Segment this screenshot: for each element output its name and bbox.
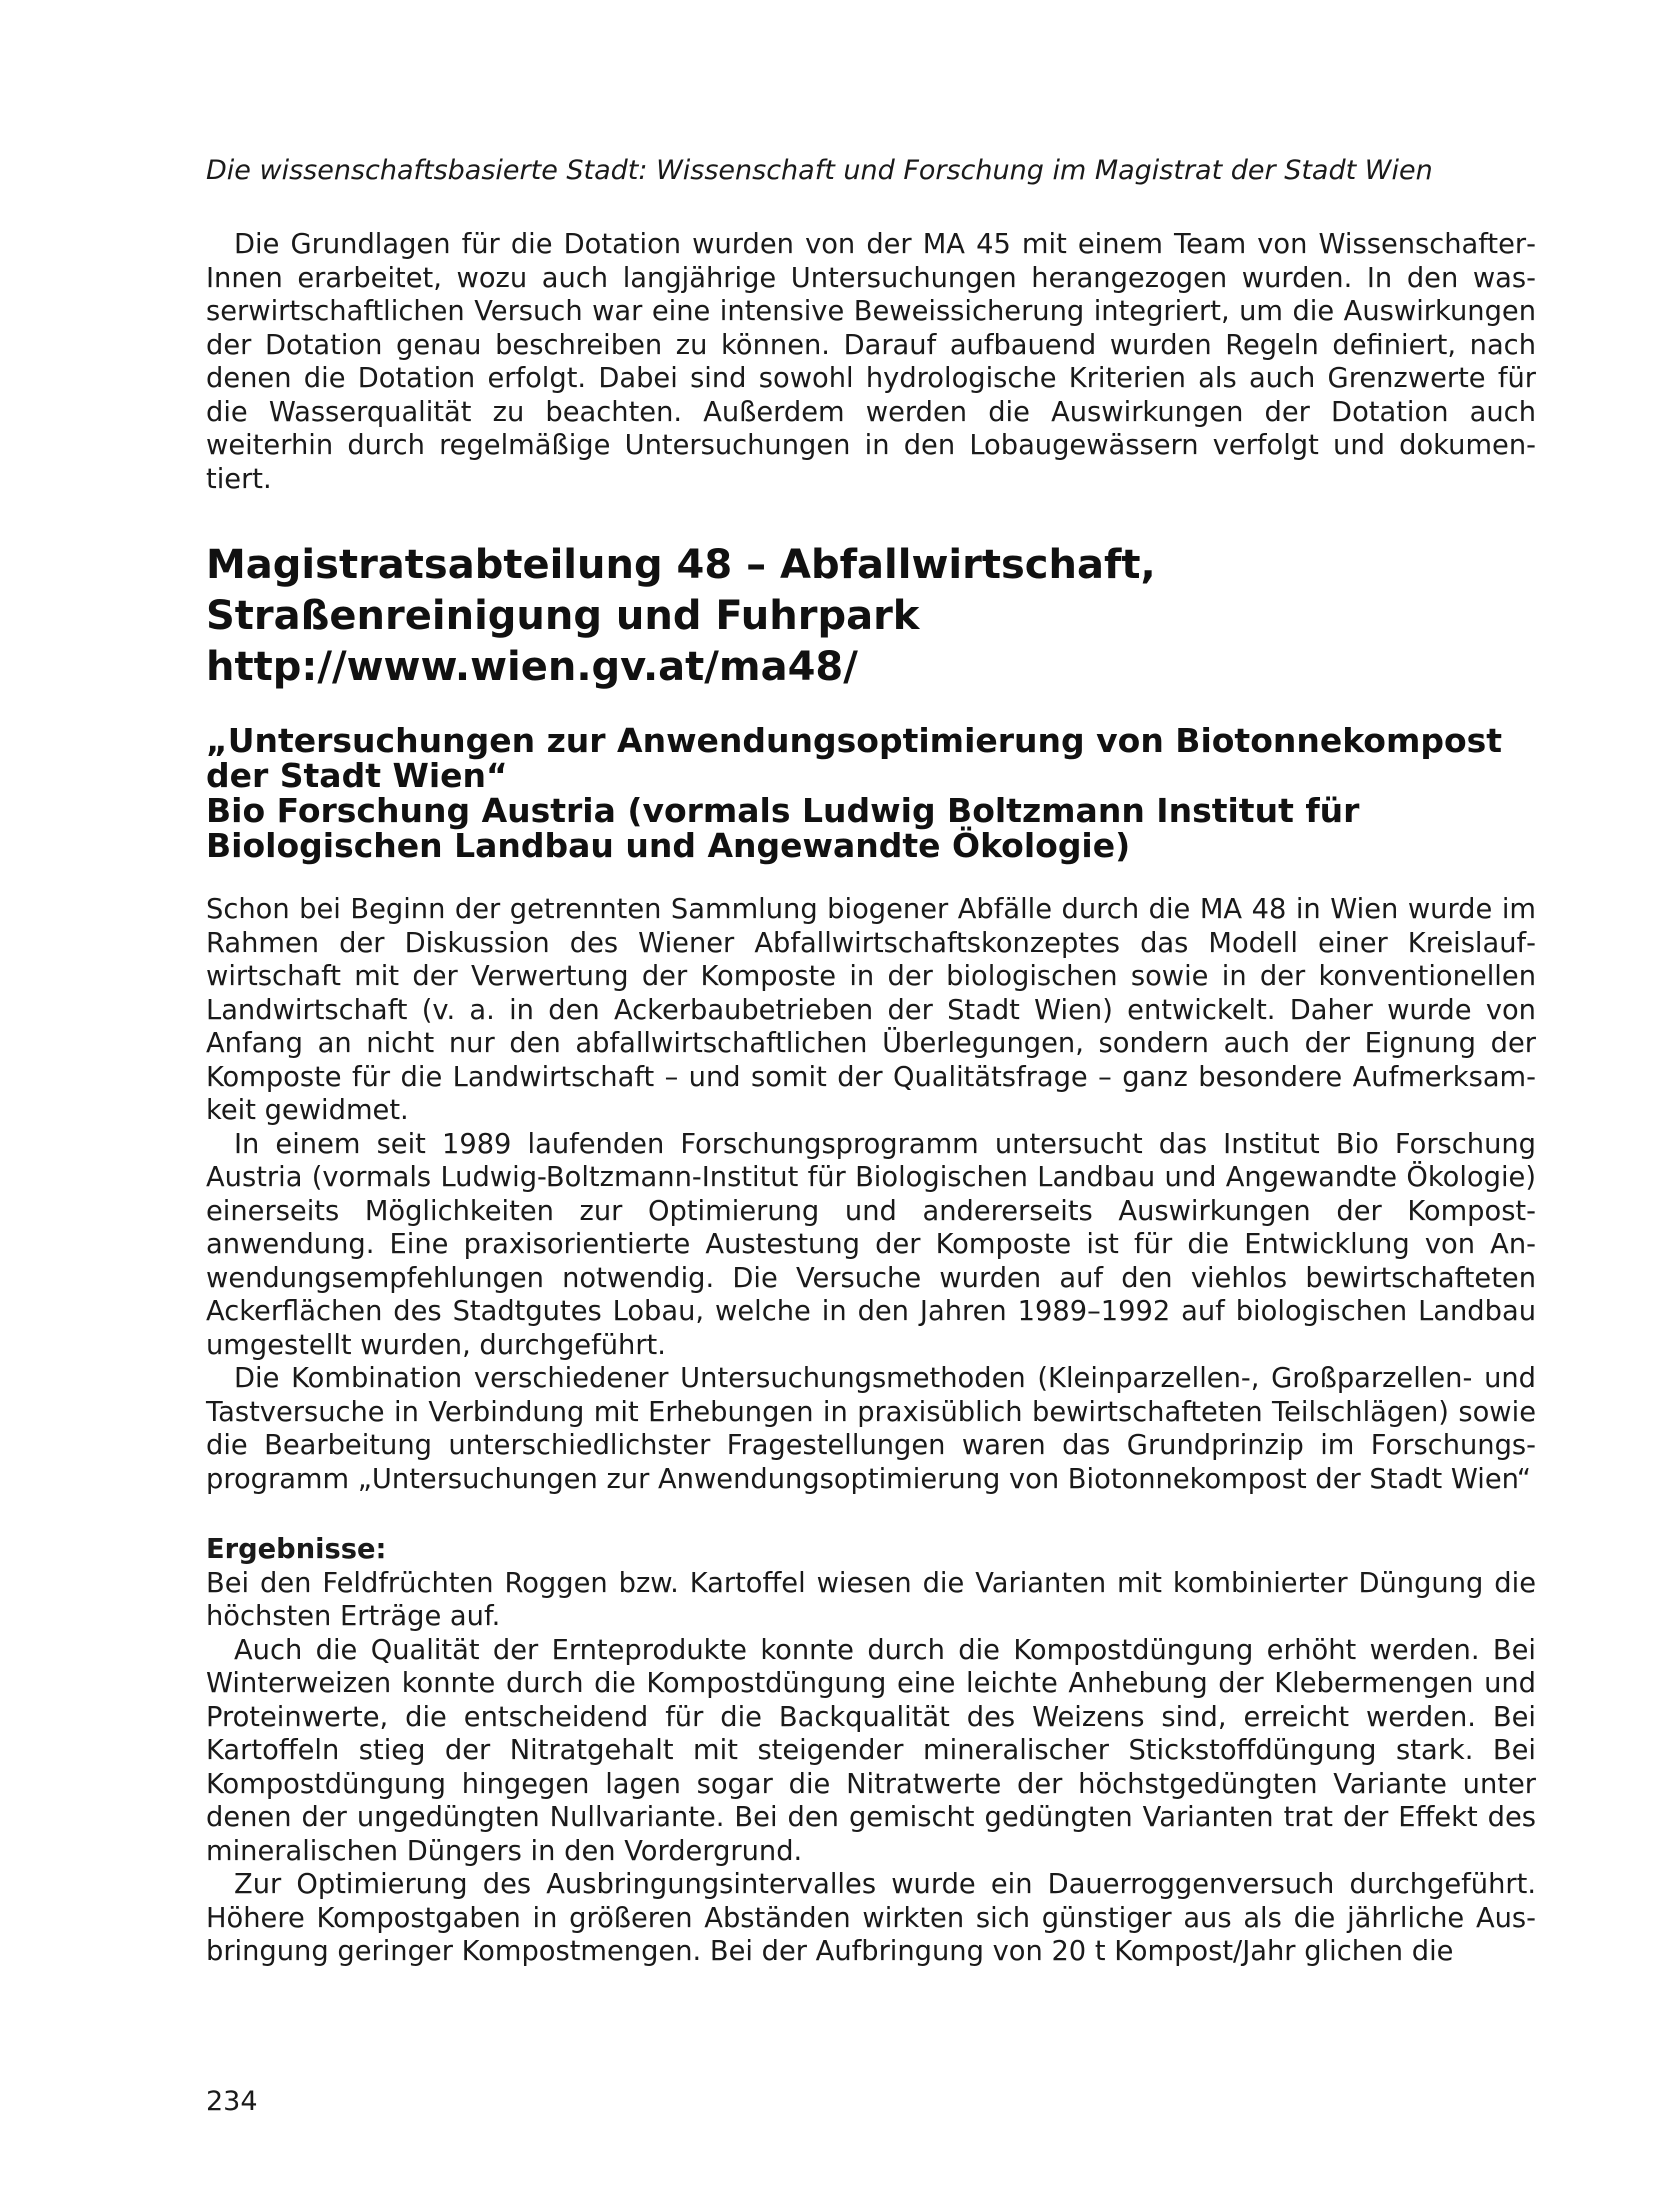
results-heading: Ergebnisse:	[206, 1534, 387, 1565]
body-paragraph-3: Die Kombination verschiedener Untersuchungsmethoden (Kleinparzellen-, Großparzellen- und Tastversuche in Verbindung mit Erhebungen in praxisüblich bewirtschafteten Teilschlägen) sowie die Bearbeitung unterschiedlichster Fragestellungen waren das Grundprinzip im Forschungsprogramm „Untersuchungen zur Anwendungsoptimierung von Biotonnekompost der Stadt Wien“	[206, 1363, 1536, 1495]
section-heading-line-2: Straßenreinigung und Fuhrpark	[206, 593, 920, 639]
running-header: Die wissenschaftsbasierte Stadt: Wissenschaft und Forschung im Magistrat der Stadt Wien	[206, 155, 1433, 186]
body-paragraph-2: In einem seit 1989 laufenden Forschungsprogramm untersucht das Institut Bio Forschung Austria (vormals Ludwig-Boltzmann-Institut für Biologischen Landbau und Angewandte Ökologie) einerseits Möglichkeiten zur Optimierung und andererseits Auswirkungen der Kompostanwendung. Eine praxisorientierte Austestung der Komposte ist für die Entwicklung von Anwendungsempfehlungen notwendig. Die Versuche wurden auf den viehlos bewirtschafteten Ackerflächen des Stadtgutes Lobau, welche in den Jahren 1989–1992 auf biologischen Landbau umgestellt wurden, durchgeführt.	[206, 1128, 1536, 1361]
project-title-line-2: der Stadt Wien“	[206, 756, 508, 795]
project-institute-line-2: Biologischen Landbau und Angewandte Ökologie)	[206, 826, 1131, 865]
section-url: http://www.wien.gv.at/ma48/	[206, 644, 858, 690]
page-number: 234	[206, 2086, 258, 2117]
results-paragraph-3: Zur Optimierung des Ausbringungsintervalles wurde ein Dauerroggenversuch durchgeführt. Höhere Kompostgaben in größeren Abständen wirkten sich günstiger aus als die jährliche Ausbringung geringer Kompostmengen. Bei der Aufbringung von 20 t Kompost/Jahr glichen die	[206, 1869, 1536, 1967]
project-heading	[206, 723, 1536, 863]
project-title-line-1: „Untersuchungen zur Anwendungsoptimierung von Biotonnekompost	[206, 721, 1503, 760]
results-paragraph-1: Bei den Feldfrüchten Roggen bzw. Kartoffel wiesen die Varianten mit kombinierter Düngung die höchsten Erträge auf.	[206, 1567, 1536, 1632]
results-section	[206, 1533, 1536, 1969]
intro-paragraph: Die Grundlagen für die Dotation wurden von der MA 45 mit einem Team von WissenschafterInnen erarbeitet, wozu auch langjährige Untersuchungen herangezogen wurden. In den wasserwirtschaftlichen Versuch war eine intensive Beweissicherung integriert, um die Auswirkungen der Dotation genau beschreiben zu können. Darauf aufbauend wurden Regeln definiert, nach denen die Dotation erfolgt. Dabei sind sowohl hydrologische Kriterien als auch Grenzwerte für die Wasserqualität zu beachten. Außerdem werden die Auswirkungen der Dotation auch weiterhin durch regelmäßige Untersuchungen in den Lobaugewässern verfolgt und dokumentiert.	[206, 229, 1536, 495]
project-body	[206, 893, 1536, 1496]
project-institute-line-1: Bio Forschung Austria (vormals Ludwig Boltzmann Institut für	[206, 791, 1360, 830]
section-heading	[206, 540, 1536, 693]
results-paragraph-2: Auch die Qualität der Ernteprodukte konnte durch die Kompostdüngung erhöht werden. Bei Winterweizen konnte durch die Kompostdüngung eine leichte Anhebung der Klebermengen und Proteinwerte, die entscheidend für die Backqualität des Weizens sind, erreicht werden. Bei Kartoffeln stieg der Nitratgehalt mit steigender mineralischer Stickstoffdüngung stark. Bei Kompostdüngung hingegen lagen sogar die Nitratwerte der höchstgedüngten Variante unter denen der ungedüngten Nullvariante. Bei den gemischt gedüngten Varianten trat der Effekt des mineralischen Düngers in den Vordergrund.	[206, 1634, 1536, 1867]
section-heading-line-1: Magistratsabteilung 48 – Abfallwirtschaft,	[206, 542, 1156, 588]
body-paragraph-1: Schon bei Beginn der getrennten Sammlung biogener Abfälle durch die MA 48 in Wien wurde im Rahmen der Diskussion des Wiener Abfallwirtschaftskonzeptes das Modell einer Kreislaufwirtschaft mit der Verwertung der Komposte in der biologischen sowie in der konventionellen Landwirtschaft (v. a. in den Ackerbaubetrieben der Stadt Wien) entwickelt. Daher wurde von Anfang an nicht nur den abfallwirtschaftlichen Überlegungen, sondern auch der Eignung der Komposte für die Landwirtschaft – und somit der Qualitätsfrage – ganz besondere Aufmerksamkeit gewidmet.	[206, 894, 1536, 1126]
